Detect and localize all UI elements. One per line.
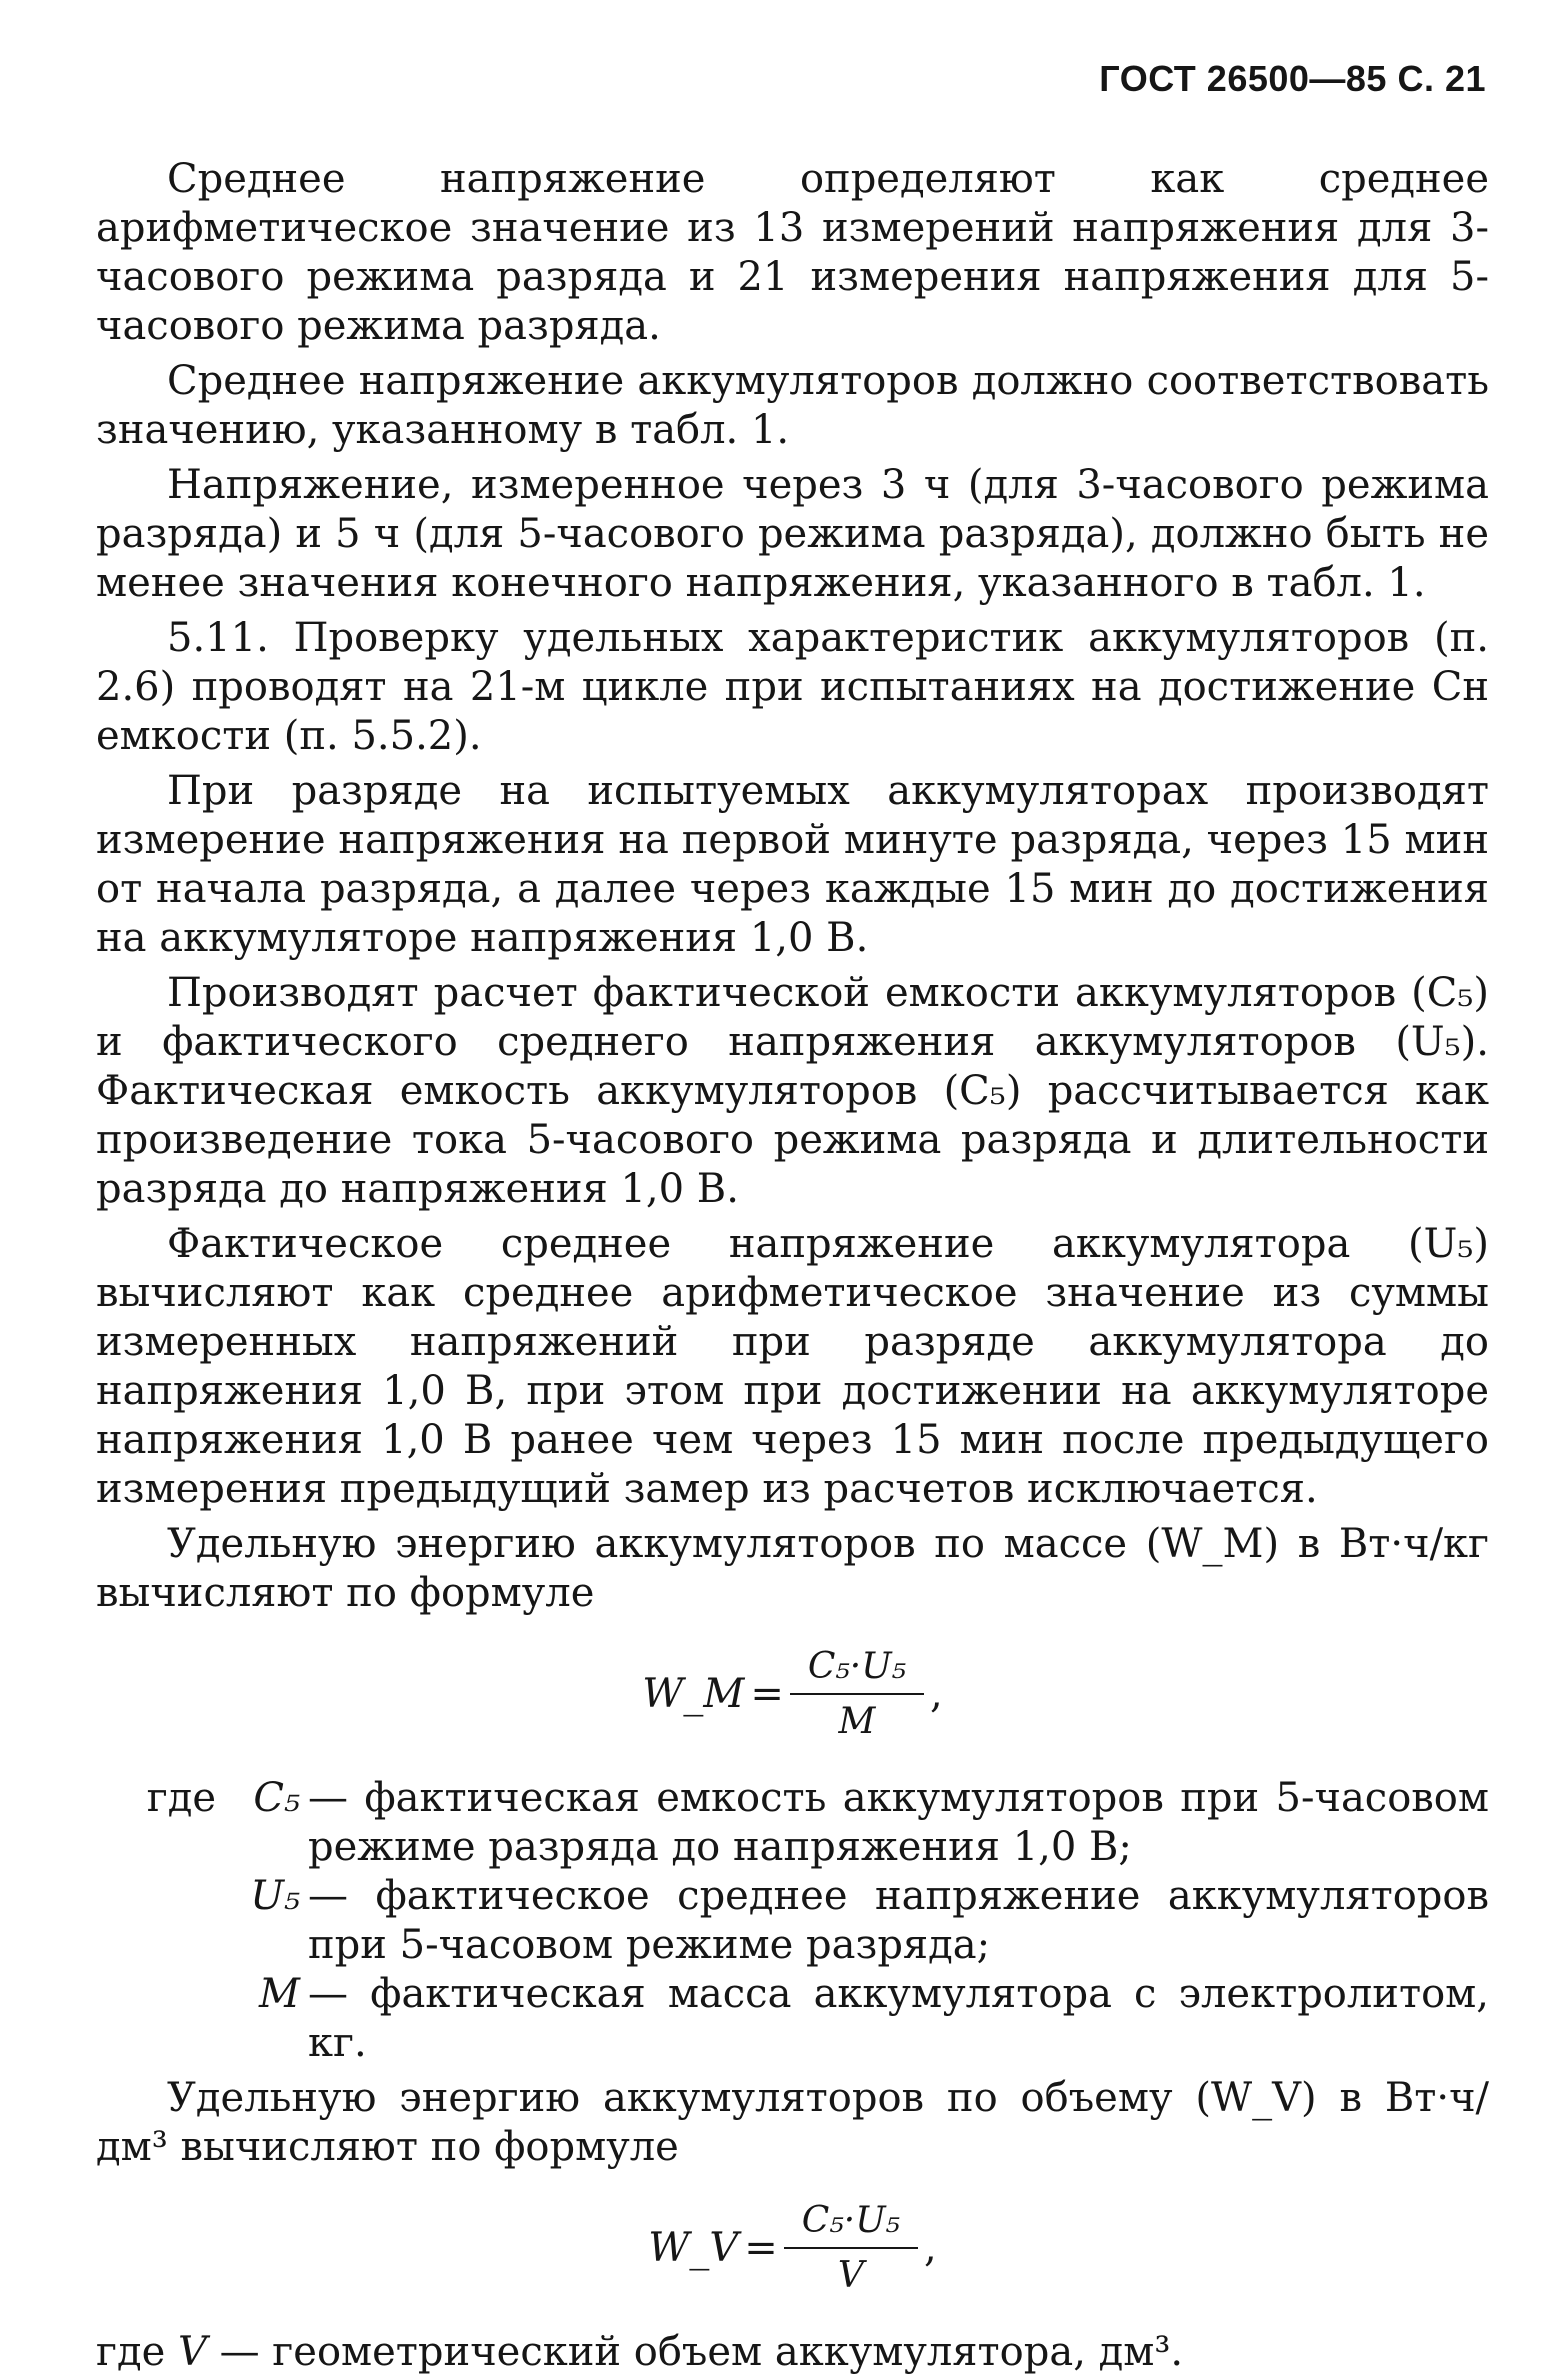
definition-row xyxy=(96,1774,1489,1872)
section-5-11-paragraph: 5.11. Проверку удельных характеристик аккумуляторов (п. 2.6) проводят на 21-м цикле при испытаниях на достижение Cн емкости (п. 5.5.2). xyxy=(96,615,1489,759)
paragraph: Производят расчет фактической емкости аккумуляторов (C₅) и фактического среднего напряжения аккумуляторов (U₅). Фактическая емкость аккумуляторов (C₅) рассчитывается как произведение тока 5-часового режима разряда и длительности разряда до напряжения 1,0 В. xyxy=(96,970,1489,1212)
definition-text: — фактическое среднее напряжение аккумуляторов при 5-часовом режиме разряда; xyxy=(308,1873,1489,1968)
volume-definition xyxy=(96,2328,1489,2377)
paragraph: При разряде на испытуемых аккумуляторах производят измерение напряжения на первой минуте разряда, через 15 мин от начала разряда, а далее через каждые 15 мин до достижения на аккумуляторе напряжения 1,0 В. xyxy=(96,768,1489,961)
formula-energy-by-mass xyxy=(96,1642,1489,1746)
paragraph: Среднее напряжение аккумуляторов должно соответствовать значению, указанному в табл. 1. xyxy=(96,358,1489,453)
formula-numerator: C₅·U₅ xyxy=(790,1642,924,1695)
definition-symbol: M xyxy=(259,1971,300,2017)
paragraph: Фактическое среднее напряжение аккумулятора (U₅) вычисляют как среднее арифметическое значение из суммы измеренных напряжений при разряде аккумулятора до напряжения 1,0 В, при этом при достижении на аккумуляторе напряжения 1,0 В ранее чем через 15 мин после предыдущего измерения предыдущий замер из расчетов исключается. xyxy=(96,1221,1489,1512)
formula-equals: = xyxy=(744,2224,778,2271)
paragraph: Удельную энергию аккумуляторов по объему (W_V) в Вт·ч/дм³ вычисляют по формуле xyxy=(96,2075,1489,2170)
formula-energy-by-volume xyxy=(96,2196,1489,2300)
definition-text: — фактическая масса аккумулятора с электролитом, кг. xyxy=(308,1971,1489,2066)
definition-text: — фактическая емкость аккумуляторов при 5-часовом режиме разряда до напряжения 1,0 В; xyxy=(308,1775,1489,1870)
document-body xyxy=(96,155,1489,2377)
definition-symbol: C₅ xyxy=(253,1775,300,1821)
definition-word: где xyxy=(146,1775,216,1821)
definition-symbol: U₅ xyxy=(250,1873,300,1919)
paragraph: Напряжение, измеренное через 3 ч (для 3-часового режима разряда) и 5 ч (для 5-часового режима разряда), должно быть не менее значения конечного напряжения, указанного в табл. 1. xyxy=(96,462,1489,606)
definition-symbol: V xyxy=(177,2329,207,2375)
formula-denominator: V xyxy=(837,2255,864,2296)
formula-fraction xyxy=(790,1642,924,1746)
formula-comma: , xyxy=(924,2224,937,2271)
paragraph: Удельную энергию аккумуляторов по массе (W_M) в Вт·ч/кг вычисляют по формуле xyxy=(96,1521,1489,1616)
formula-fraction xyxy=(784,2196,918,2300)
formula-lhs: W_V xyxy=(648,2224,739,2271)
definition-text: — геометрический объем аккумулятора, дм³. xyxy=(219,2329,1184,2375)
definition-word: где xyxy=(96,2329,166,2375)
formula-equals: = xyxy=(750,1670,784,1717)
page-header: ГОСТ 26500—85 С. 21 xyxy=(1099,58,1486,99)
paragraph: Среднее напряжение определяют как среднее арифметическое значение из 13 измерений напряжения для 3-часового режима разряда и 21 измерения напряжения для 5-часового режима разряда. xyxy=(96,156,1489,349)
formula-lhs: W_M xyxy=(642,1670,745,1717)
formula-numerator: C₅·U₅ xyxy=(784,2196,918,2249)
definition-row xyxy=(96,1970,1489,2068)
formula-denominator: M xyxy=(838,1701,876,1742)
definition-row xyxy=(96,1872,1489,1970)
formula-comma: , xyxy=(930,1670,943,1717)
formula-definitions xyxy=(96,1774,1489,2068)
